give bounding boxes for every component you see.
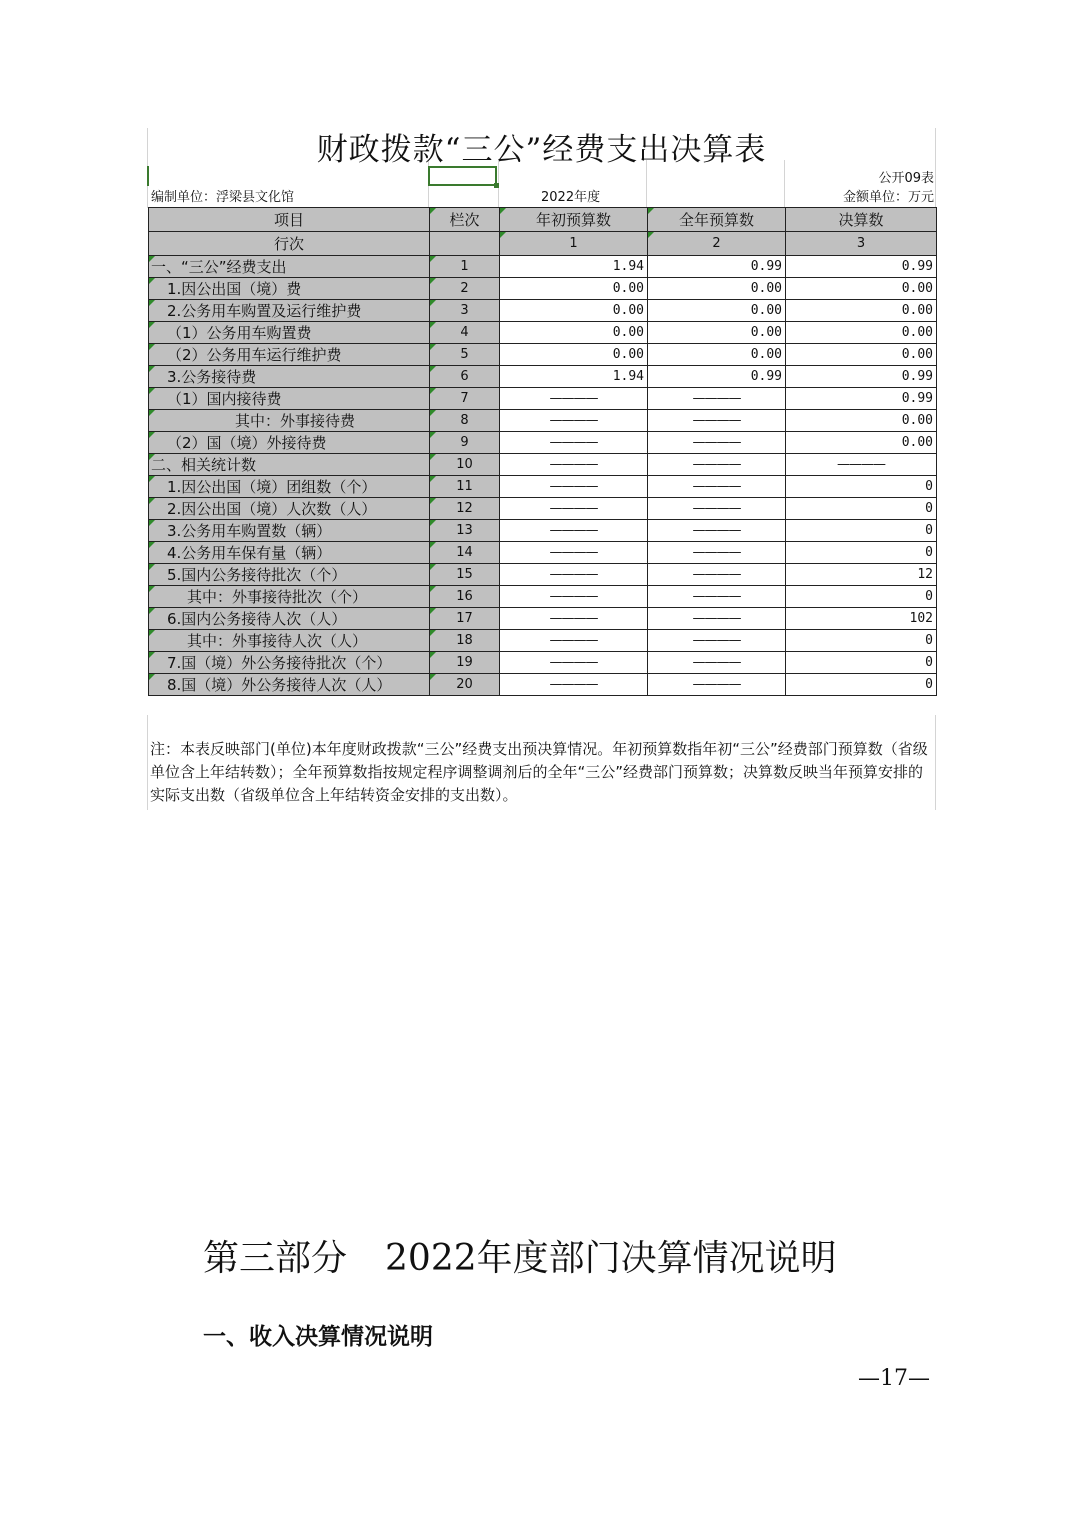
table-row (149, 498, 937, 520)
row-value-col3: 0.00 (786, 410, 937, 432)
table-row (149, 564, 937, 586)
section-heading (203, 1230, 837, 1281)
table-row (149, 476, 937, 498)
table-row (149, 630, 937, 652)
row-value-col2: 0.00 (648, 300, 786, 322)
table-row (149, 278, 937, 300)
row-lane-number: 6 (430, 366, 500, 388)
subheader-col2: 2 (648, 232, 786, 256)
row-value-col2: 0.99 (648, 366, 786, 388)
gridline (935, 715, 936, 810)
row-item-label: 4.公务用车保有量（辆） (149, 542, 430, 564)
row-value-col1: ———— (500, 542, 648, 564)
row-lane-number: 13 (430, 520, 500, 542)
row-item-label: 3.公务用车购置数（辆） (149, 520, 430, 542)
row-value-col1: ———— (500, 652, 648, 674)
year-label: 2022年度 (541, 190, 601, 205)
row-lane-number: 15 (430, 564, 500, 586)
row-item-label: 其中：外事接待费 (149, 410, 430, 432)
section-part: 第三部分 (203, 1238, 348, 1279)
row-value-col3: 0 (786, 652, 937, 674)
row-value-col3: 0 (786, 520, 937, 542)
row-lane-number: 18 (430, 630, 500, 652)
row-value-col1: 0.00 (500, 278, 648, 300)
table-note: 注：本表反映部门(单位)本年度财政拨款“三公”经费支出预决算情况。年初预算数指年初“三公”经费部门预算数（省级单位含上年结转数）；全年预算数指按规定程序调整调剂后的全年“三公”经费部门预算数；决算数反映当年预算安排的实际支出数（省级单位含上年结转资金安排的支出数）。 (150, 740, 928, 804)
subheader-col3: 3 (786, 232, 937, 256)
row-value-col1: ———— (500, 454, 648, 476)
row-item-label: （2）国（境）外接待费 (149, 432, 430, 454)
row-value-col3: 0 (786, 586, 937, 608)
row-item-label: 1.因公出国（境）费 (149, 278, 430, 300)
table-row (149, 322, 937, 344)
row-value-col2: 0.00 (648, 278, 786, 300)
row-lane-number: 7 (430, 388, 500, 410)
row-value-col3: 0 (786, 630, 937, 652)
amount-unit: 金额单位：万元 (842, 190, 934, 205)
row-value-col3: 0 (786, 674, 937, 696)
header-col3: 决算数 (786, 208, 937, 232)
row-value-col3: 0 (786, 476, 937, 498)
row-value-col1: ———— (500, 674, 648, 696)
row-lane-number: 9 (430, 432, 500, 454)
row-value-col1: ———— (500, 388, 648, 410)
row-lane-number: 10 (430, 454, 500, 476)
subheader-item: 行次 (149, 232, 430, 256)
row-value-col2: 0.99 (648, 256, 786, 278)
row-value-col3: 0.00 (786, 278, 937, 300)
row-item-label: （2）公务用车运行维护费 (149, 344, 430, 366)
row-value-col2: ———— (648, 410, 786, 432)
section-text: 2022年度部门决算情况说明 (385, 1238, 837, 1279)
row-value-col1: ———— (500, 630, 648, 652)
subheader-lane (430, 232, 500, 256)
header-col2: 全年预算数 (648, 208, 786, 232)
table-row (149, 256, 937, 278)
subsection-heading: 一、收入决算情况说明 (203, 1324, 433, 1350)
expense-table (148, 207, 937, 696)
row-value-col1: 1.94 (500, 256, 648, 278)
header-item: 项目 (149, 208, 430, 232)
row-value-col3: 0.00 (786, 432, 937, 454)
row-value-col3: 102 (786, 608, 937, 630)
gridline (147, 715, 148, 810)
row-lane-number: 8 (430, 410, 500, 432)
row-value-col3: 0 (786, 498, 937, 520)
row-value-col1: ———— (500, 476, 648, 498)
selected-cell-cursor[interactable] (428, 166, 497, 186)
row-value-col1: 0.00 (500, 300, 648, 322)
row-item-label: 2.因公出国（境）人次数（人） (149, 498, 430, 520)
subheader-col1: 1 (500, 232, 648, 256)
row-item-label: 其中：外事接待人次（人） (149, 630, 430, 652)
row-value-col2: ———— (648, 476, 786, 498)
table-row (149, 300, 937, 322)
row-item-label: 1.因公出国（境）团组数（个） (149, 476, 430, 498)
row-value-col2: ———— (648, 454, 786, 476)
row-value-col2: ———— (648, 630, 786, 652)
row-item-label: 其中：外事接待批次（个） (149, 586, 430, 608)
table-title: 财政拨款“三公”经费支出决算表 (316, 132, 767, 168)
table-row (149, 674, 937, 696)
row-value-col2: ———— (648, 498, 786, 520)
subheader-row (149, 232, 937, 256)
row-value-col3: 0.00 (786, 300, 937, 322)
table-row (149, 432, 937, 454)
table-row (149, 586, 937, 608)
table-row (149, 542, 937, 564)
table-row (149, 608, 937, 630)
row-value-col1: ———— (500, 520, 648, 542)
header-col1: 年初预算数 (500, 208, 648, 232)
row-value-col1: 0.00 (500, 344, 648, 366)
row-lane-number: 12 (430, 498, 500, 520)
row-item-label: 7.国（境）外公务接待批次（个） (149, 652, 430, 674)
row-value-col2: ———— (648, 388, 786, 410)
row-lane-number: 4 (430, 322, 500, 344)
row-value-col2: ———— (648, 520, 786, 542)
row-lane-number: 16 (430, 586, 500, 608)
row-value-col3: 0.00 (786, 344, 937, 366)
row-value-col2: ———— (648, 608, 786, 630)
row-value-col1: ———— (500, 586, 648, 608)
row-value-col3: 0.00 (786, 322, 937, 344)
row-lane-number: 11 (430, 476, 500, 498)
row-value-col2: ———— (648, 586, 786, 608)
row-lane-number: 19 (430, 652, 500, 674)
table-row (149, 344, 937, 366)
table-row (149, 410, 937, 432)
row-value-col2: ———— (648, 564, 786, 586)
row-item-label: 8.国（境）外公务接待人次（人） (149, 674, 430, 696)
row-item-label: 二、相关统计数 (149, 454, 430, 476)
table-row (149, 366, 937, 388)
row-value-col1: ———— (500, 608, 648, 630)
row-value-col3: 12 (786, 564, 937, 586)
row-item-label: 6.国内公务接待人次（人） (149, 608, 430, 630)
header-row (149, 208, 937, 232)
row-value-col1: 1.94 (500, 366, 648, 388)
row-lane-number: 3 (430, 300, 500, 322)
unit-label: 编制单位：浮梁县文化馆 (151, 190, 295, 205)
form-code: 公开09表 (878, 171, 934, 186)
row-value-col1: ———— (500, 564, 648, 586)
row-item-label: 一、“三公”经费支出 (149, 256, 430, 278)
row-value-col3: 0.99 (786, 388, 937, 410)
row-value-col3: 0.99 (786, 256, 937, 278)
table-row (149, 454, 937, 476)
row-item-label: 2.公务用车购置及运行维护费 (149, 300, 430, 322)
row-item-label: （1）公务用车购置费 (149, 322, 430, 344)
row-lane-number: 5 (430, 344, 500, 366)
row-value-col1: ———— (500, 432, 648, 454)
row-value-col2: ———— (648, 674, 786, 696)
row-value-col1: ———— (500, 410, 648, 432)
row-item-label: （1）国内接待费 (149, 388, 430, 410)
row-value-col1: ———— (500, 498, 648, 520)
table-row (149, 520, 937, 542)
row-lane-number: 2 (430, 278, 500, 300)
row-item-label: 3.公务接待费 (149, 366, 430, 388)
row-value-col2: 0.00 (648, 322, 786, 344)
row-value-col2: ———— (648, 652, 786, 674)
table-row (149, 652, 937, 674)
row-item-label: 5.国内公务接待批次（个） (149, 564, 430, 586)
page-number: —17— (858, 1366, 930, 1391)
header-lane: 栏次 (430, 208, 500, 232)
row-value-col3: 0 (786, 542, 937, 564)
row-lane-number: 14 (430, 542, 500, 564)
row-value-col2: 0.00 (648, 344, 786, 366)
row-lane-number: 17 (430, 608, 500, 630)
row-lane-number: 20 (430, 674, 500, 696)
row-value-col2: ———— (648, 432, 786, 454)
row-value-col3: 0.99 (786, 366, 937, 388)
row-lane-number: 1 (430, 256, 500, 278)
row-value-col2: ———— (648, 542, 786, 564)
table-row (149, 388, 937, 410)
row-value-col1: 0.00 (500, 322, 648, 344)
cell-marker (147, 166, 149, 186)
row-value-col3: ———— (786, 454, 937, 476)
